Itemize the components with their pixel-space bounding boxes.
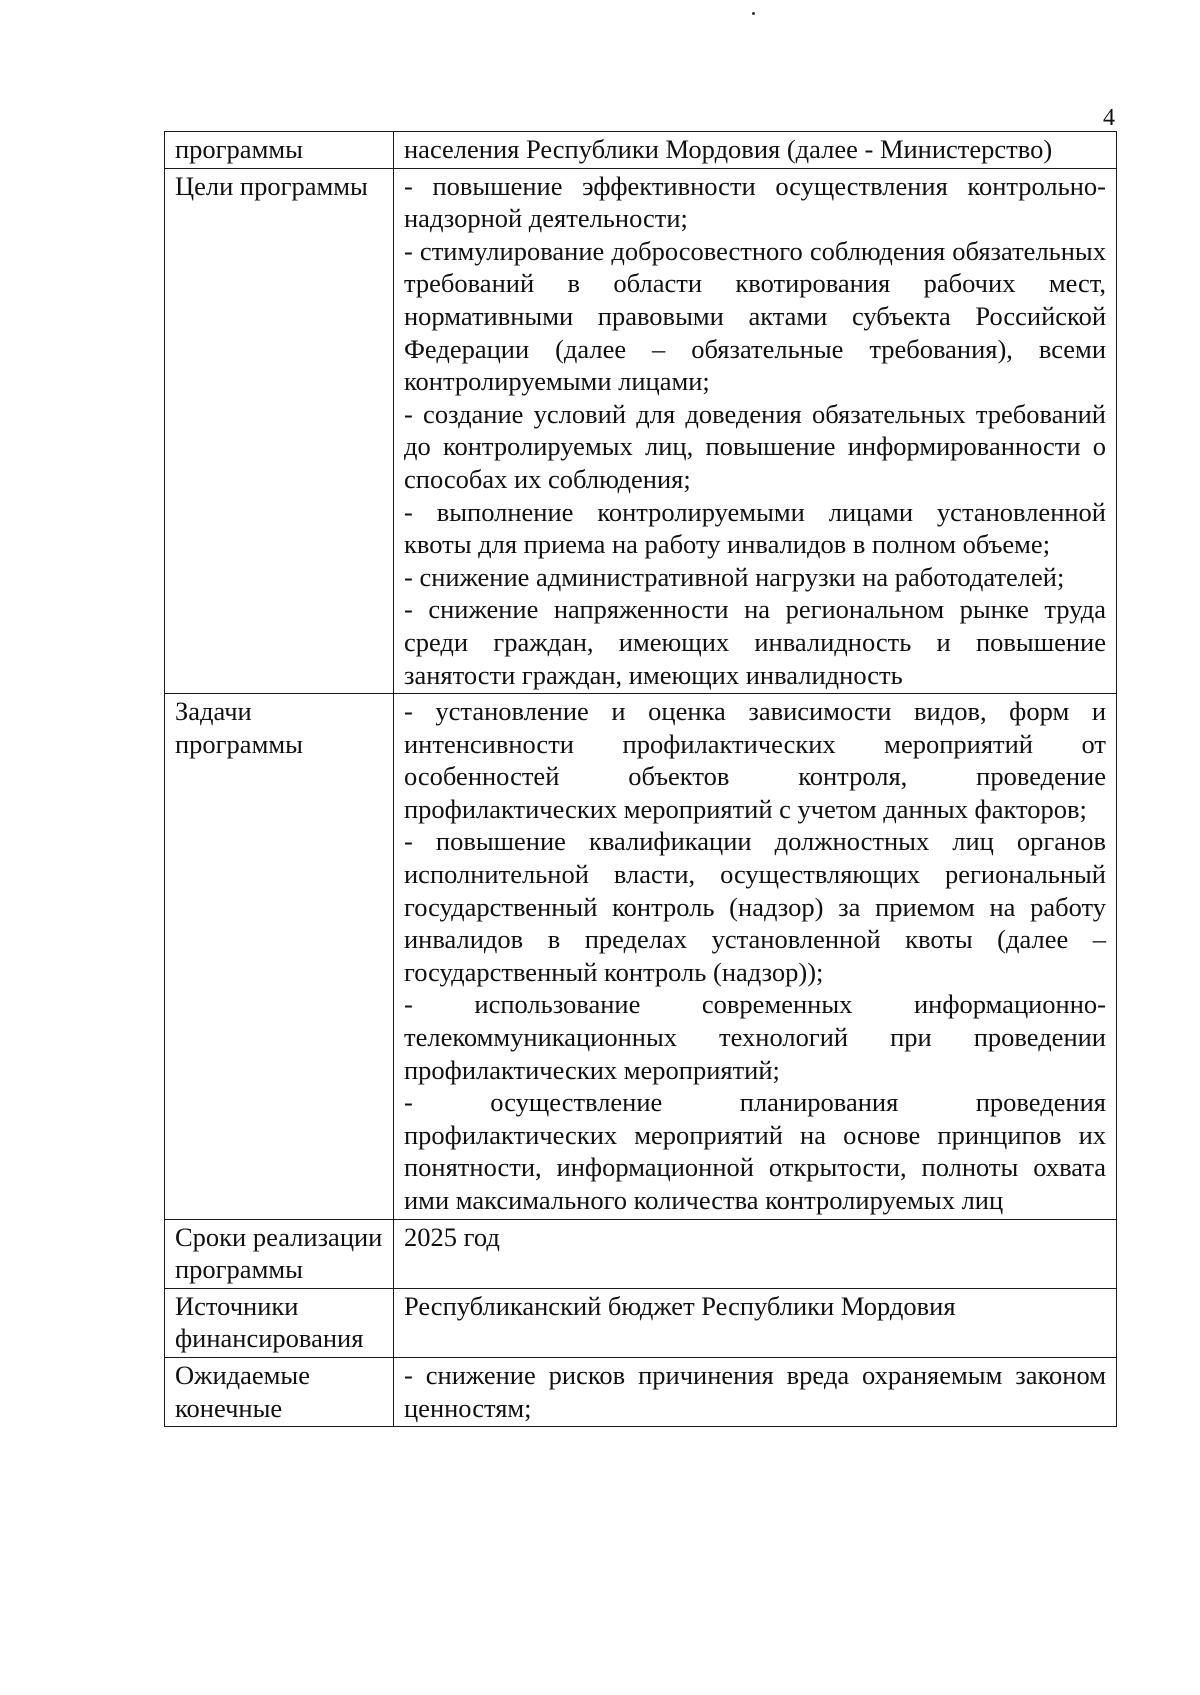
scan-artifact-dot (752, 12, 755, 15)
content-paragraph: - создание условий для доведения обязательных требований до контролируемых лиц, повышение информированности о способах их соблюдения; (404, 398, 1106, 494)
row-content (394, 132, 1117, 169)
row-content (394, 168, 1117, 694)
row-label: Источники финансирования (165, 1288, 394, 1357)
row-label: Задачи программы (165, 694, 394, 1220)
content-paragraph: Республиканский бюджет Республики Мордовия (404, 1290, 956, 1321)
table-row (165, 132, 1117, 169)
content-paragraph: - осуществление планирования проведения профилактических мероприятий на основе принципов их понятности, информационной открытости, полноты охвата ими максимального количества контролируемых лиц (404, 1087, 1106, 1215)
row-label: Цели программы (165, 168, 394, 694)
content-paragraph: - повышение квалификации должностных лиц органов исполнительной власти, осуществляющих региональный государственный контроль (надзор) за приемом на работу инвалидов в пределах установленной квоты (далее – государственный контроль (надзор)); (404, 826, 1106, 987)
content-paragraph: - выполнение контролируемыми лицами установленной квоты для приема на работу инвалидов в полном объеме; (404, 496, 1106, 560)
table-row (165, 694, 1117, 1220)
content-paragraph: - повышение эффективности осуществления контрольно-надзорной деятельности; (404, 170, 1106, 234)
table-row (165, 1357, 1117, 1426)
row-content (394, 1288, 1117, 1357)
content-paragraph: - использование современных информационно-телекоммуникационных технологий при проведении профилактических мероприятий; (404, 989, 1106, 1085)
page-number: 4 (1103, 105, 1115, 131)
content-paragraph: - стимулирование добросовестного соблюдения обязательных требований в области квотирования рабочих мест, нормативными правовыми актами субъекта Российской Федерации (далее – обязательные требования), всеми контролируемыми лицами; (404, 235, 1106, 397)
content-paragraph: - снижение рисков причинения вреда охраняемым законом ценностям; (404, 1359, 1106, 1423)
program-passport-table (164, 131, 1117, 1427)
table-row (165, 1288, 1117, 1357)
content-paragraph: - снижение административной нагрузки на работодателей; (404, 561, 1065, 592)
table-row (165, 168, 1117, 694)
content-paragraph: 2025 год (404, 1221, 500, 1252)
content-paragraph: - снижение напряженности на региональном рынке труда среди граждан, имеющих инвалидность и повышение занятости граждан, имеющих инвалидность (404, 594, 1106, 690)
row-content (394, 1357, 1117, 1426)
row-content (394, 694, 1117, 1220)
content-paragraph: - установление и оценка зависимости видов, форм и интенсивности профилактических мероприятий от особенностей объектов контроля, проведение профилактических мероприятий с учетом данных факторов; (404, 696, 1106, 824)
table-row (165, 1219, 1117, 1288)
row-label: программы (165, 132, 394, 169)
row-label: Ожидаемые конечные (165, 1357, 394, 1426)
row-label: Сроки реализации программы (165, 1219, 394, 1288)
content-paragraph: населения Республики Мордовия (далее - Министерство) (404, 134, 1053, 164)
row-content (394, 1219, 1117, 1288)
